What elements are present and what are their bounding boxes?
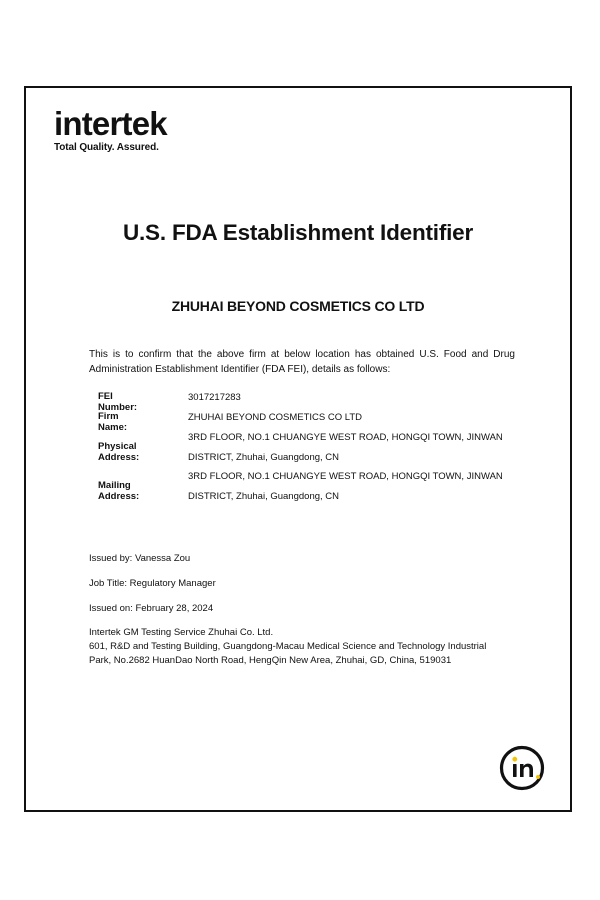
- company-name: ZHUHAI BEYOND COSMETICS CO LTD: [171, 298, 425, 314]
- physical-address-line1: 3RD FLOOR, NO.1 CHUANGYE WEST ROAD, HONGQI TOWN, JINWAN: [188, 432, 503, 443]
- issued-by: Issued by: Vanessa Zou: [89, 553, 191, 564]
- job-title: Job Title: Regulatory Manager: [89, 578, 216, 589]
- issued-on: Issued on: February 28, 2024: [89, 603, 214, 614]
- issuer-address-line1: 601, R&D and Testing Building, Guangdong-Macau Medical Science and Technology Industrial: [89, 641, 487, 652]
- certificate-frame: [24, 86, 572, 812]
- issuer-address-block: [89, 626, 529, 668]
- logo-wordmark: intertek: [54, 105, 167, 142]
- fei-value: 3017217283: [188, 392, 241, 403]
- intro-paragraph: This is to confirm that the above firm at below location has obtained U.S. Food and Drug Administration Establishment Identifier (FDA FEI), details as follows:: [89, 349, 515, 375]
- issuer-address-line2: Park, No.2682 HuanDao North Road, HengQin New Area, Zhuhai, GD, China, 519031: [89, 655, 452, 666]
- issuer-name: Intertek GM Testing Service Zhuhai Co. Ltd.: [89, 627, 274, 638]
- fei-label: FEI Number:: [98, 391, 138, 413]
- mailing-address-line2: DISTRICT, Zhuhai, Guangdong, CN: [188, 491, 340, 502]
- firm-value: ZHUHAI BEYOND COSMETICS CO LTD: [188, 412, 363, 423]
- intertek-in-seal-icon: [498, 744, 546, 797]
- firm-label: Firm Name:: [98, 411, 128, 433]
- physical-address-label: Physical Address:: [98, 441, 140, 463]
- mailing-address-line1: 3RD FLOOR, NO.1 CHUANGYE WEST ROAD, HONGQI TOWN, JINWAN: [188, 471, 503, 482]
- logo-tagline: Total Quality. Assured.: [54, 142, 159, 153]
- document-title: U.S. FDA Establishment Identifier: [122, 220, 474, 245]
- physical-address-line2: DISTRICT, Zhuhai, Guangdong, CN: [188, 452, 340, 463]
- intertek-logo: [54, 106, 167, 153]
- mailing-address-label: Mailing Address:: [98, 480, 140, 502]
